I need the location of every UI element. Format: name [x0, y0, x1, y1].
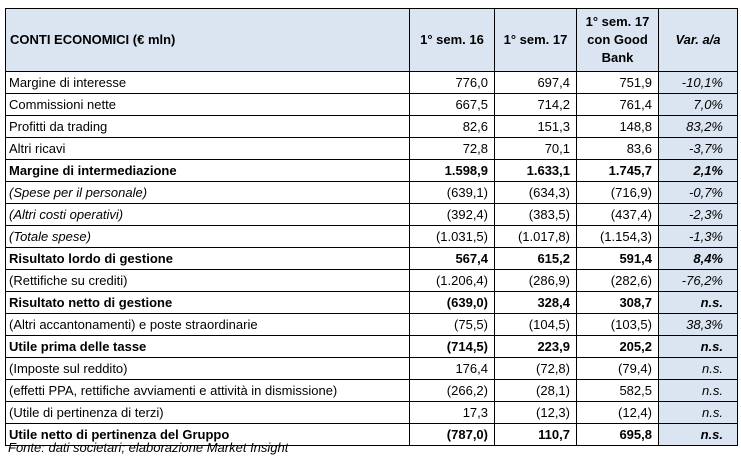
row-label: (Totale spese): [6, 226, 410, 248]
cell-var: 38,3%: [659, 314, 738, 336]
cell-h1-17: (1.017,8): [495, 226, 577, 248]
cell-h1-17: (383,5): [495, 204, 577, 226]
cell-h1-17: 615,2: [495, 248, 577, 270]
header-h3-line1: 1° sem. 17: [585, 14, 650, 29]
cell-var: n.s.: [659, 292, 738, 314]
cell-h1-16: 17,3: [410, 402, 495, 424]
table-row: [6, 94, 738, 116]
cell-h1-16: 1.598,9: [410, 160, 495, 182]
cell-h1-17-gb: (716,9): [577, 182, 659, 204]
cell-var: -76,2%: [659, 270, 738, 292]
table-row: [6, 138, 738, 160]
cell-h1-16: (1.031,5): [410, 226, 495, 248]
cell-h1-17: 714,2: [495, 94, 577, 116]
row-label: Commissioni nette: [6, 94, 410, 116]
header-h3-line3: Bank: [601, 50, 634, 65]
header-var-yoy: Var. a/a: [659, 9, 738, 72]
cell-h1-17-gb: (282,6): [577, 270, 659, 292]
cell-h1-16: (392,4): [410, 204, 495, 226]
cell-h1-17-gb: 761,4: [577, 94, 659, 116]
cell-var: 83,2%: [659, 116, 738, 138]
cell-h1-17-gb: 1.745,7: [577, 160, 659, 182]
cell-h1-17: (634,3): [495, 182, 577, 204]
cell-h1-17-gb: 695,8: [577, 424, 659, 446]
row-label: (Rettifiche su crediti): [6, 270, 410, 292]
cell-h1-16: 776,0: [410, 72, 495, 94]
cell-h1-16: (1.206,4): [410, 270, 495, 292]
cell-h1-16: 667,5: [410, 94, 495, 116]
row-label: (Spese per il personale): [6, 182, 410, 204]
row-label: Margine di interesse: [6, 72, 410, 94]
cell-h1-17-gb: (1.154,3): [577, 226, 659, 248]
row-label: Risultato netto di gestione: [6, 292, 410, 314]
cell-h1-16: (639,1): [410, 182, 495, 204]
cell-h1-16: (787,0): [410, 424, 495, 446]
table-row: [6, 226, 738, 248]
cell-var: 2,1%: [659, 160, 738, 182]
row-label: Altri ricavi: [6, 138, 410, 160]
income-statement-table: [5, 8, 738, 446]
cell-h1-17: 1.633,1: [495, 160, 577, 182]
cell-var: n.s.: [659, 336, 738, 358]
cell-h1-17: (286,9): [495, 270, 577, 292]
cell-h1-16: (75,5): [410, 314, 495, 336]
row-label: (Altri accantonamenti) e poste straordinarie: [6, 314, 410, 336]
cell-h1-17-gb: (79,4): [577, 358, 659, 380]
cell-h1-16: (639,0): [410, 292, 495, 314]
header-row: [6, 9, 738, 72]
row-label: Profitti da trading: [6, 116, 410, 138]
cell-h1-16: 72,8: [410, 138, 495, 160]
cell-h1-16: (266,2): [410, 380, 495, 402]
cell-h1-17: 328,4: [495, 292, 577, 314]
cell-var: 8,4%: [659, 248, 738, 270]
table-row: [6, 314, 738, 336]
header-h1-2017: 1° sem. 17: [495, 9, 577, 72]
cell-h1-17: 223,9: [495, 336, 577, 358]
cell-var: n.s.: [659, 380, 738, 402]
cell-h1-17-gb: 83,6: [577, 138, 659, 160]
cell-h1-16: 176,4: [410, 358, 495, 380]
cell-h1-17: (12,3): [495, 402, 577, 424]
cell-h1-17: (28,1): [495, 380, 577, 402]
row-label: Risultato lordo di gestione: [6, 248, 410, 270]
source-note: Fonte: dati societari; elaborazione Market Insight: [8, 440, 289, 455]
row-label: Margine di intermediazione: [6, 160, 410, 182]
row-label: (Imposte sul reddito): [6, 358, 410, 380]
row-label: (Altri costi operativi): [6, 204, 410, 226]
table-row-total: [6, 160, 738, 182]
table-row: [6, 402, 738, 424]
cell-var: n.s.: [659, 402, 738, 424]
table-row: [6, 72, 738, 94]
cell-var: -2,3%: [659, 204, 738, 226]
header-h3-line2: con Good: [587, 32, 648, 47]
row-label: (effetti PPA, rettifiche avviamenti e attività in dismissione): [6, 380, 410, 402]
cell-h1-17: 151,3: [495, 116, 577, 138]
cell-h1-17-gb: (12,4): [577, 402, 659, 424]
row-label: (Utile di pertinenza di terzi): [6, 402, 410, 424]
table-row: [6, 358, 738, 380]
header-h1-2017-good-bank: [577, 9, 659, 72]
cell-h1-17-gb: 582,5: [577, 380, 659, 402]
table-row: [6, 116, 738, 138]
cell-h1-17: (104,5): [495, 314, 577, 336]
cell-var: n.s.: [659, 424, 738, 446]
cell-h1-17-gb: (437,4): [577, 204, 659, 226]
table-row: [6, 270, 738, 292]
cell-h1-17: 110,7: [495, 424, 577, 446]
cell-h1-17-gb: 308,7: [577, 292, 659, 314]
table-row-total: [6, 336, 738, 358]
cell-h1-17-gb: 205,2: [577, 336, 659, 358]
cell-var: -10,1%: [659, 72, 738, 94]
cell-h1-17: (72,8): [495, 358, 577, 380]
table-row: [6, 380, 738, 402]
table-row: [6, 182, 738, 204]
cell-h1-17: 697,4: [495, 72, 577, 94]
cell-h1-17-gb: 591,4: [577, 248, 659, 270]
table-row: [6, 204, 738, 226]
cell-h1-17-gb: 148,8: [577, 116, 659, 138]
cell-h1-16: 567,4: [410, 248, 495, 270]
cell-h1-17: 70,1: [495, 138, 577, 160]
table-row-total: [6, 292, 738, 314]
cell-var: 7,0%: [659, 94, 738, 116]
row-label: Utile prima delle tasse: [6, 336, 410, 358]
header-h1-2016: 1° sem. 16: [410, 9, 495, 72]
cell-var: -1,3%: [659, 226, 738, 248]
cell-h1-16: 82,6: [410, 116, 495, 138]
cell-var: -3,7%: [659, 138, 738, 160]
cell-var: n.s.: [659, 358, 738, 380]
cell-h1-17-gb: (103,5): [577, 314, 659, 336]
table-row-total: [6, 248, 738, 270]
row-label: Utile netto di pertinenza del Gruppo: [6, 424, 410, 446]
header-label: CONTI ECONOMICI (€ mln): [6, 9, 410, 72]
cell-h1-17-gb: 751,9: [577, 72, 659, 94]
cell-h1-16: (714,5): [410, 336, 495, 358]
cell-var: -0,7%: [659, 182, 738, 204]
